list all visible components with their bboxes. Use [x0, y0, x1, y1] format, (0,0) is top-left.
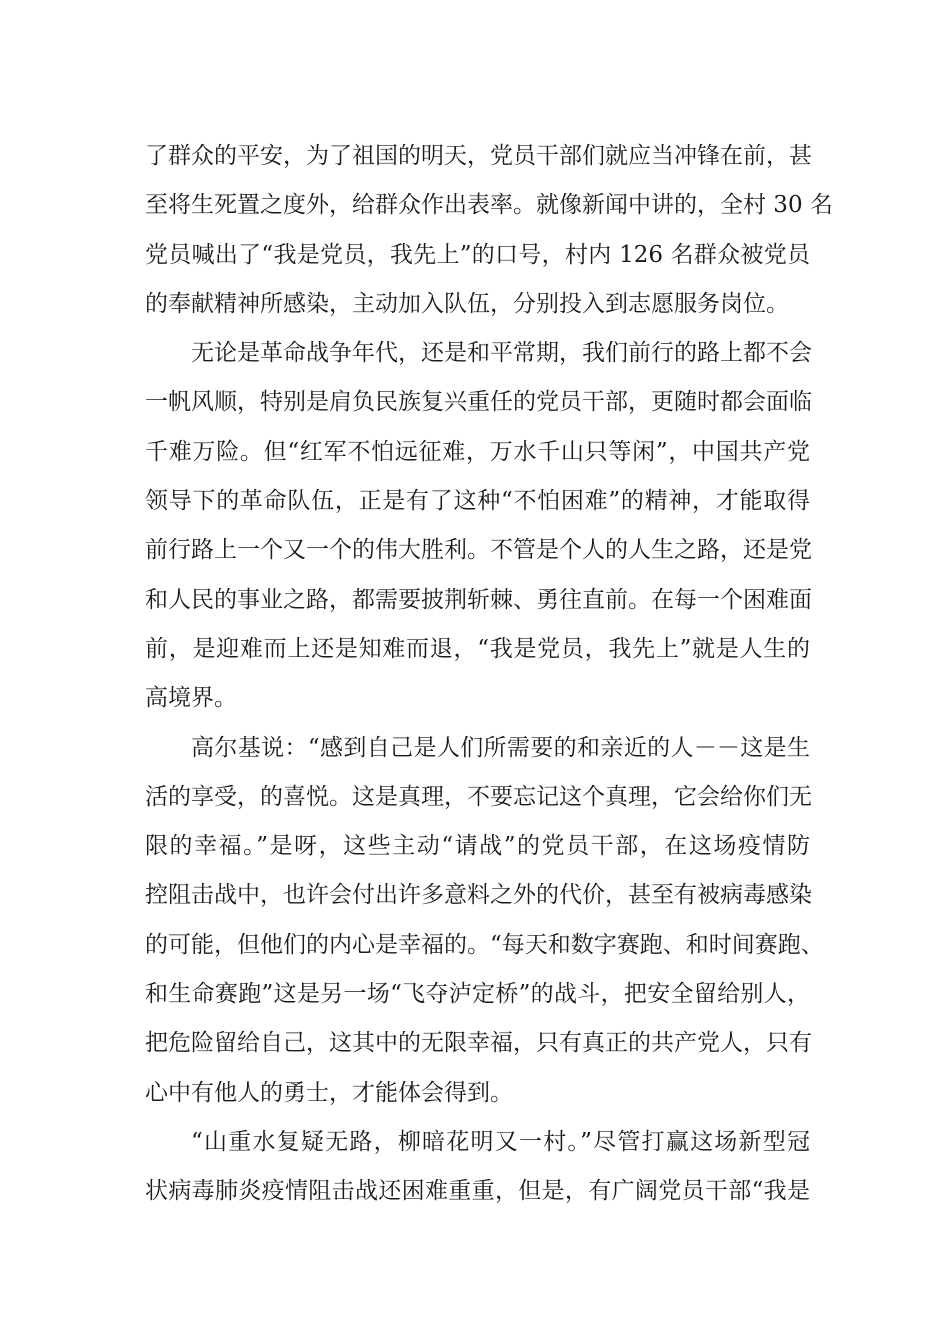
paragraph-3-line-6: 和生命赛跑”这是另一场“飞夺泸定桥”的战斗，把安全留给别人，	[145, 981, 810, 1008]
paragraph-2-line-3: 千难万险。但“红军不怕远征难，万水千山只等闲”，中国共产党	[145, 438, 810, 465]
paragraph-1-line-2: 至将生死置之度外，给群众作出表率。就像新闻中讲的，全村 30 名	[145, 192, 833, 219]
paragraph-3-line-5: 的可能，但他们的内心是幸福的。“每天和数字赛跑、和时间赛跑、	[145, 931, 824, 958]
paragraph-4-line-2: 状病毒肺炎疫情阻击战还困难重重，但是，有广阔党员干部“我是	[145, 1178, 810, 1205]
paragraph-2-line-2: 一帆风顺，特别是肩负民族复兴重任的党员干部，更随时都会面临	[145, 389, 812, 416]
paragraph-2-line-8: 高境界。	[145, 685, 237, 712]
paragraph-2-line-4: 领导下的革命队伍，正是有了这种“不怕困难”的精神，才能取得	[145, 488, 810, 515]
body-text	[145, 132, 833, 1217]
paragraph-2-line-6: 和人民的事业之路，都需要披荆斩棘、勇往直前。在每一个困难面	[145, 586, 812, 613]
paragraph-3-line-8: 心中有他人的勇士，才能体会得到。	[145, 1079, 513, 1106]
paragraph-4-line-1: “山重水复疑无路，柳暗花明又一村。”尽管打赢这场新型冠	[191, 1128, 810, 1155]
paragraph-3-line-2: 活的享受，的喜悦。这是真理，不要忘记这个真理，它会给你们无	[145, 783, 812, 810]
paragraph-2-line-1: 无论是革命战争年代，还是和平常期，我们前行的路上都不会	[191, 340, 812, 367]
paragraph-1-line-1: 了群众的平安，为了祖国的明天，党员干部们就应当冲锋在前，甚	[145, 143, 812, 169]
paragraph-2-line-7: 前，是迎难而上还是知难而退，“我是党员，我先上”就是人生的	[145, 635, 810, 662]
paragraph-2-line-5: 前行路上一个又一个的伟大胜利。不管是个人的人生之路，还是党	[145, 537, 812, 564]
paragraph-3-line-7: 把危险留给自己，这其中的无限幸福，只有真正的共产党人，只有	[145, 1030, 812, 1057]
paragraph-3-line-4: 控阻击战中，也许会付出许多意料之外的代价，甚至有被病毒感染	[145, 882, 812, 909]
paragraph-1-line-3: 党员喊出了“我是党员，我先上”的口号，村内 126 名群众被党员	[145, 241, 810, 268]
paragraph-3-line-3: 限的幸福。”是呀，这些主动“请战”的党员干部，在这场疫情防	[145, 833, 810, 860]
paragraph-3-line-1: 高尔基说：“感到自己是人们所需要的和亲近的人－－这是生	[191, 734, 810, 761]
paragraph-1-line-4: 的奉献精神所感染，主动加入队伍，分别投入到志愿服务岗位。	[145, 290, 789, 317]
